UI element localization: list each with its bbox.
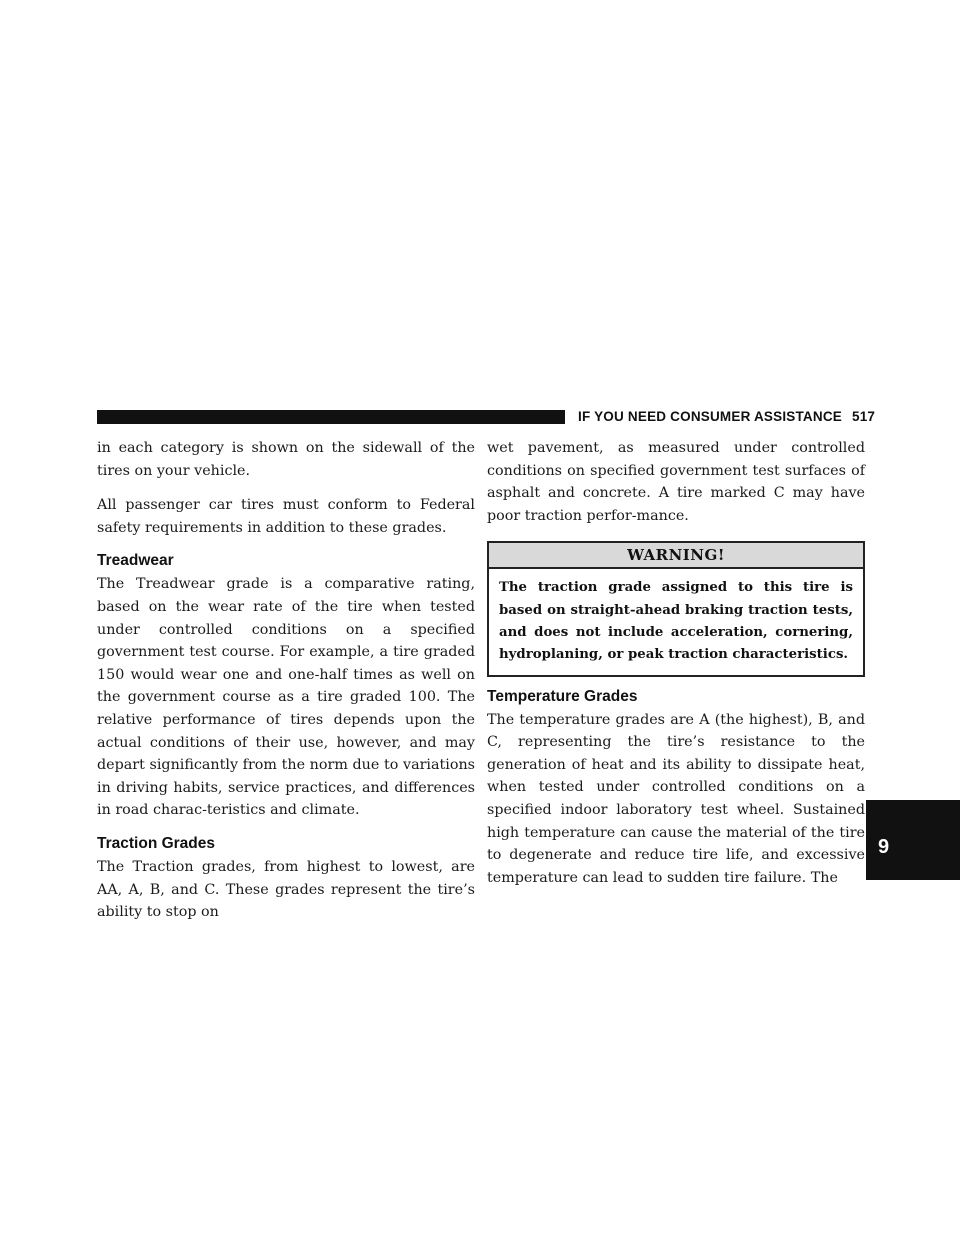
- right-column: [487, 437, 865, 901]
- warning-title: WARNING!: [489, 543, 863, 569]
- intro-paragraph-2: All passenger car tires must conform to Federal safety requirements in addition to these grades.: [97, 497, 475, 536]
- traction-continued-paragraph: wet pavement, as measured under controlled conditions on specified government test surfaces of asphalt and concrete. A tire marked C may have poor traction perfor-mance.: [487, 440, 865, 524]
- chapter-number: 9: [878, 836, 890, 858]
- intro-paragraph-1: in each category is shown on the sidewall of the tires on your vehicle.: [97, 440, 475, 479]
- treadwear-paragraph: The Treadwear grade is a comparative rating, based on the wear rate of the tire when tested under controlled conditions on a specified government test course. For example, a tire graded 150 would wear one and one-half times as well on the government course as a tire graded 100. The relative performance of tires depends upon the actual conditions of their use, however, and may depart significantly from the norm due to variations in driving habits, service practices, and differences in road charac-teristics and climate.: [97, 576, 475, 819]
- traction-paragraph: The Traction grades, from highest to lowest, are AA, A, B, and C. These grades represent the tire’s ability to stop on: [97, 858, 475, 921]
- warning-text: The traction grade assigned to this tire is based on straight-ahead braking traction tests, and does not include acceleration, cornering, hydroplaning, or peak traction characteristics.: [499, 580, 853, 663]
- temperature-paragraph: The temperature grades are A (the highest), B, and C, representing the tire’s resistance to the generation of heat and its ability to dissipate heat, when tested under controlled conditions on a specified indoor laboratory test wheel. Sustained high temperature can cause the material of the tire to degenerate and reduce tire life, and excessive temperature can lead to sudden tire failure. The: [487, 711, 865, 886]
- header-rule: [97, 410, 565, 424]
- page-number: 517: [851, 409, 876, 424]
- traction-heading: Traction Grades: [97, 834, 216, 852]
- section-title: IF YOU NEED CONSUMER ASSISTANCE: [578, 409, 842, 424]
- temperature-heading: Temperature Grades: [487, 687, 638, 705]
- warning-box: [487, 541, 865, 676]
- left-column: [97, 437, 475, 936]
- chapter-tab: [866, 800, 960, 880]
- running-header: [578, 409, 876, 427]
- treadwear-heading: Treadwear: [97, 552, 174, 570]
